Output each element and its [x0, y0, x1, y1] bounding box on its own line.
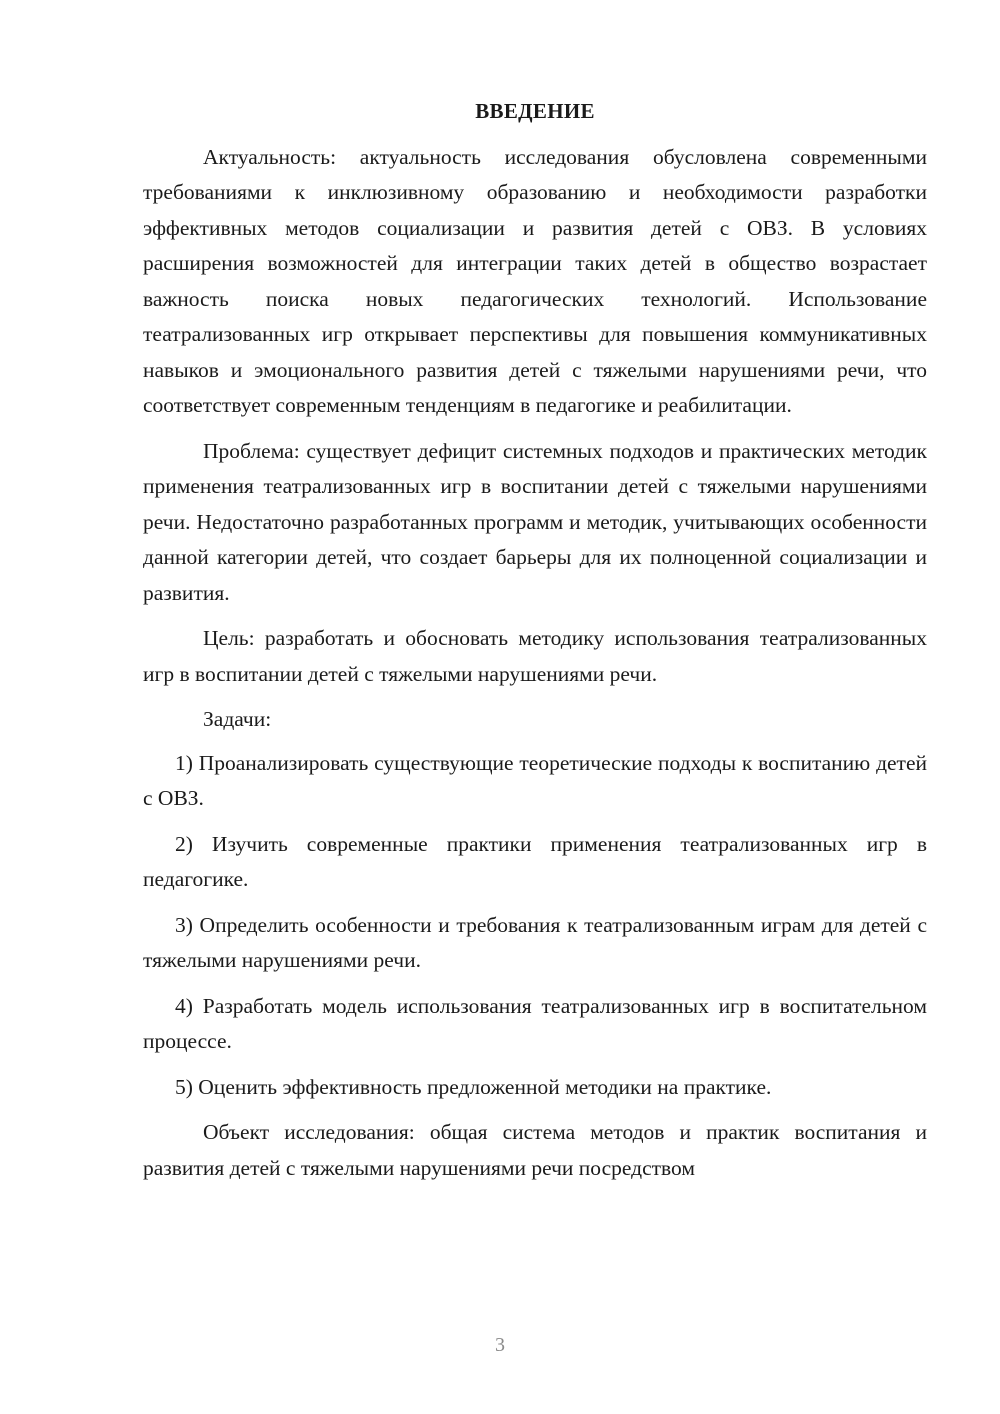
- paragraph-problem: Проблема: существует дефицит системных подходов и практических методик применения театрализованных игр в воспитании детей с тяжелыми нарушениями речи. Недостаточно разработанных программ и методик, учитывающих особенности данной категории детей, что создает барьеры для их полноценной социализации и развития.: [143, 438, 927, 605]
- paragraph-relevance: Актуальность: актуальность исследования обусловлена современными требованиями к инклюзивному образованию и необходимости разработки эффективных методов социализации и развития детей с ОВЗ. В условиях расширения возможностей для интеграции таких детей в общество возрастает важность поиска новых педагогических технологий. Использование театрализованных игр открывает перспективы для повышения коммуникативных навыков и эмоционального развития детей с тяжелыми нарушениями речи, что соответствует современным тенденциям в педагогике и реабилитации.: [143, 144, 927, 417]
- page-number: 3: [495, 1334, 505, 1356]
- section-title: ВВЕДЕНИЕ: [475, 99, 595, 123]
- page-content: [143, 94, 927, 1196]
- task-item-1: 1) Проанализировать существующие теоретические подходы к воспитанию детей с ОВЗ.: [143, 750, 927, 810]
- task-item-5: 5) Оценить эффективность предложенной методики на практике.: [175, 1074, 772, 1099]
- task-item-3: 3) Определить особенности и требования к театрализованным играм для детей с тяжелыми нарушениями речи.: [143, 912, 927, 972]
- task-item-4: 4) Разработать модель использования театрализованных игр в воспитательном процессе.: [143, 993, 927, 1053]
- paragraph-goal: Цель: разработать и обосновать методику использования театрализованных игр в воспитании детей с тяжелыми нарушениями речи.: [143, 626, 927, 686]
- task-item-2: 2) Изучить современные практики применения театрализованных игр в педагогике.: [143, 831, 927, 891]
- paragraph-object: Объект исследования: общая система методов и практик воспитания и развития детей с тяжелыми нарушениями речи посредством: [143, 1120, 927, 1180]
- tasks-heading: Задачи:: [203, 707, 272, 731]
